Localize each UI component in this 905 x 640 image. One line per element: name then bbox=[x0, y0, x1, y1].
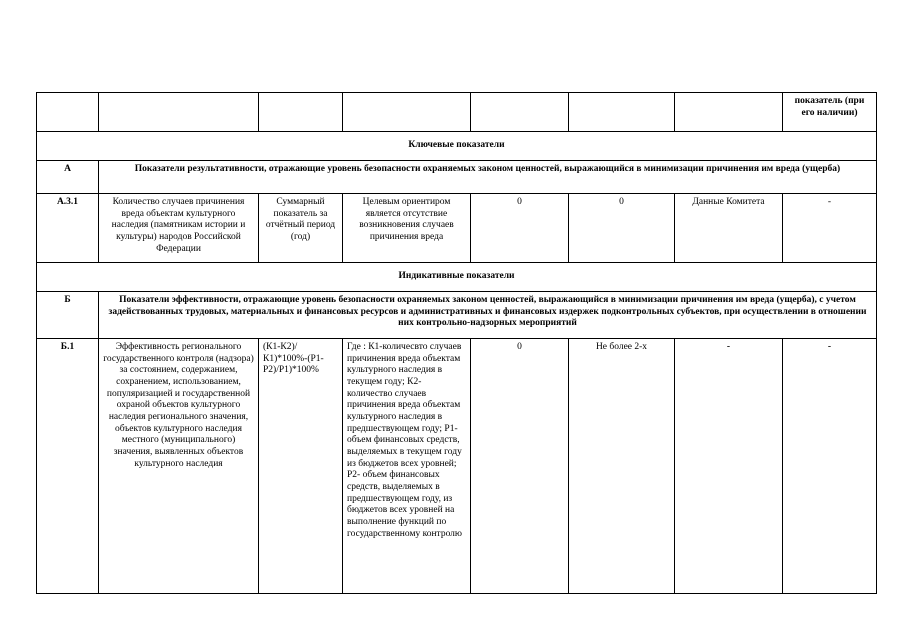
indicator-extra: - bbox=[783, 339, 877, 594]
table-row bbox=[37, 339, 877, 594]
indicator-threshold: 0 bbox=[569, 194, 675, 263]
indicator-name: Эффективность регионального государственного контроля (надзора) за состоянием, содержанием, сохранением, использованием, популяризацией и государственной охраной объектов культурного наследия регионального значения, объектов культурного наследия местного (муниципального) значения, выявленных объектов культурного наследия bbox=[99, 339, 259, 594]
indicator-code: А.3.1 bbox=[37, 194, 99, 263]
indicators-table bbox=[36, 92, 877, 594]
header-cell bbox=[37, 93, 99, 132]
indicator-comment: Целевым ориентиром является отсутствие возникновения случаев причинения вреда bbox=[343, 194, 471, 263]
header-cell bbox=[471, 93, 569, 132]
header-cell bbox=[99, 93, 259, 132]
indicator-code: Б.1 bbox=[37, 339, 99, 594]
indicator-extra: - bbox=[783, 194, 877, 263]
indicator-source: - bbox=[675, 339, 783, 594]
indicator-formula: Суммарный показатель за отчётный период (год) bbox=[259, 194, 343, 263]
table-row bbox=[37, 194, 877, 263]
indicator-source: Данные Комитета bbox=[675, 194, 783, 263]
section-row-key bbox=[37, 132, 877, 161]
header-cell bbox=[343, 93, 471, 132]
indicator-name: Количество случаев причинения вреда объектам культурного наследия (памятникам истории и культуры) народов Российской Федерации bbox=[99, 194, 259, 263]
group-code-a: А bbox=[37, 161, 99, 194]
indicator-comment: Где : К1-количесвто случаев причинения вреда объектам культурного наследия в текущем году; К2- количество случаев причинения вреда объектам культурного наследия в предшествующем году; Р1- объем финансовых средств, выделяемых в текущем году из бюджетов всех уровней; Р2- объем финансовых средств, выделяемых в предшествующем году, из бюджетов всех уровней на выполнение функций по государственному контролю bbox=[343, 339, 471, 594]
header-cell bbox=[259, 93, 343, 132]
section-title-indicative: Индикативные показатели bbox=[37, 263, 877, 292]
group-row-b bbox=[37, 292, 877, 339]
indicator-threshold: Не более 2-х bbox=[569, 339, 675, 594]
group-row-a bbox=[37, 161, 877, 194]
indicator-target: 0 bbox=[471, 339, 569, 594]
group-title-a: Показатели результативности, отражающие уровень безопасности охраняемых законом ценностей, выражающийся в минимизации причинения им вреда (ущерба) bbox=[99, 161, 877, 194]
section-title-key: Ключевые показатели bbox=[37, 132, 877, 161]
section-row-indicative bbox=[37, 263, 877, 292]
group-code-b: Б bbox=[37, 292, 99, 339]
header-cell bbox=[569, 93, 675, 132]
group-title-b: Показатели эффективности, отражающие уровень безопасности охраняемых законом ценностей, выражающийся в минимизации причинения им вреда (ущерба), с учетом задействованных трудовых, материальных и финансовых ресурсов и административных и финансовых издержек подконтрольных субъектов, при осуществлении в отношении них контрольно-надзорных мероприятий bbox=[99, 292, 877, 339]
table-header-row bbox=[37, 93, 877, 132]
indicator-formula: (К1-К2)/К1)*100%-(Р1-Р2)/Р1)*100% bbox=[259, 339, 343, 594]
header-cell bbox=[675, 93, 783, 132]
indicator-target: 0 bbox=[471, 194, 569, 263]
header-cell-extra: показатель (при его наличии) bbox=[783, 93, 877, 132]
